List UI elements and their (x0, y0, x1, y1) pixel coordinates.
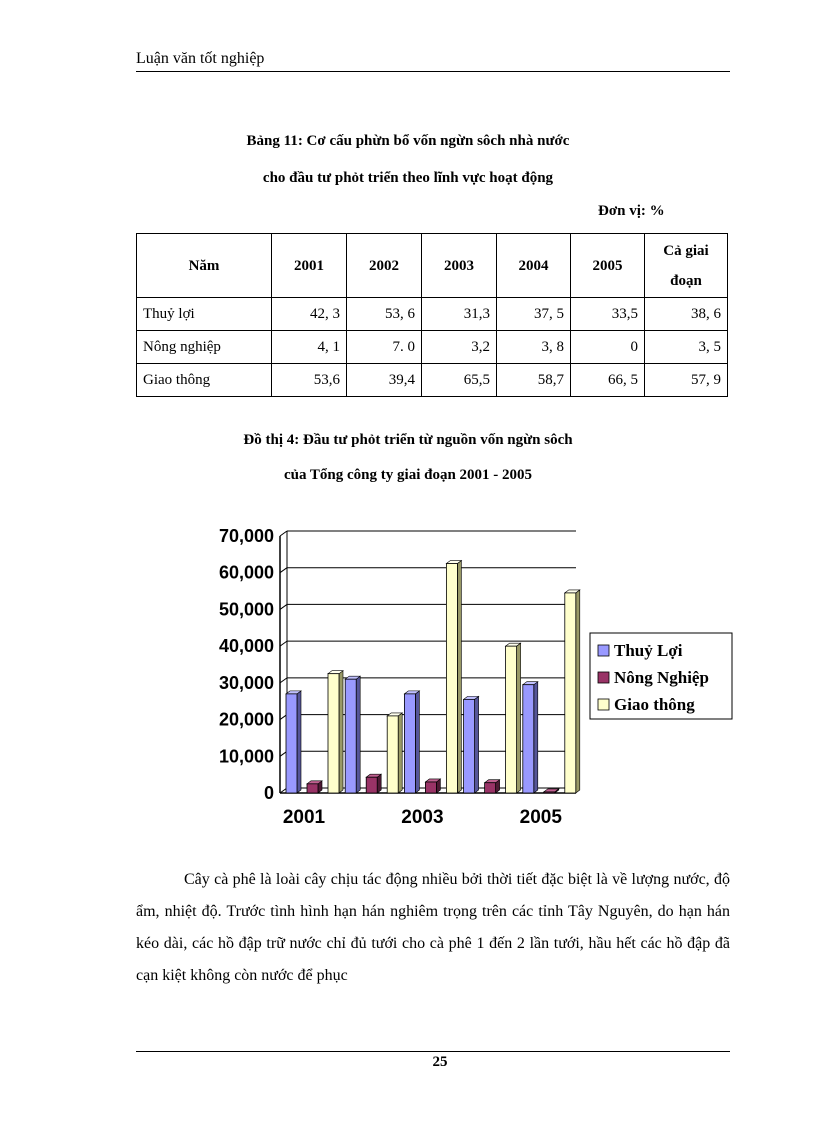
row-label: Thuỷ lợi (137, 298, 272, 331)
bar-side (356, 676, 360, 793)
table-cell: 38, 6 (645, 298, 728, 331)
table-cell: 33,5 (571, 298, 645, 331)
table-cell: 37, 5 (497, 298, 571, 331)
bar-side (297, 691, 301, 793)
bar-Thuỷ Lợi (464, 699, 475, 793)
legend-swatch (598, 699, 609, 710)
chart-caption-line1: Đồ thị 4: Đầu tư phỏt triển từ nguồn vốn ngừn sôch (243, 432, 573, 448)
x-tick-label: 2003 (401, 807, 444, 828)
header-2004: 2004 (497, 234, 571, 298)
header-year: Năm (137, 234, 272, 298)
bar-Nông Nghiệp (485, 783, 496, 793)
legend-label: Nông Nghiệp (614, 668, 709, 687)
allocation-table (136, 233, 728, 397)
table-caption-line2: cho đầu tư phỏt triển theo lĩnh vực hoạt động (262, 170, 554, 186)
table-row (137, 331, 728, 364)
legend-swatch (598, 645, 609, 656)
table-cell: 66, 5 (571, 364, 645, 397)
gridline-diagonal (280, 678, 287, 683)
bar-side (398, 713, 402, 793)
bar-Giao thông (446, 564, 457, 793)
y-tick-label: 20,000 (218, 709, 274, 730)
bar-Thuỷ Lợi (523, 685, 534, 793)
legend-label: Giao thông (614, 695, 695, 714)
table-row (137, 364, 728, 397)
table-cell: 3,2 (422, 331, 497, 364)
bar-side (415, 691, 419, 793)
investment-bar-chart (190, 520, 750, 840)
header-whole-period: Cả giai đoạn (645, 234, 728, 298)
table-cell: 57, 9 (645, 364, 728, 397)
y-tick-label: 60,000 (218, 562, 274, 583)
bar-side (576, 590, 580, 793)
bar-Thuỷ Lợi (404, 694, 415, 793)
bar-Nông Nghiệp (544, 792, 555, 793)
y-tick-label: 40,000 (218, 636, 274, 657)
table-row (137, 298, 728, 331)
table-cell: 0 (571, 331, 645, 364)
row-label: Nông nghiệp (137, 331, 272, 364)
header-divider (136, 71, 730, 72)
y-tick-label: 0 (263, 783, 274, 803)
bar-side (475, 696, 479, 793)
bar-Thuỷ Lợi (345, 679, 356, 793)
table-caption-line1: Bảng 11: Cơ cấu phừn bổ vốn ngừn sôch nhà nước (246, 133, 570, 149)
header-2002: 2002 (347, 234, 422, 298)
bar-Nông Nghiệp (425, 782, 436, 793)
bar-Giao thông (387, 716, 398, 793)
footer-divider (136, 1051, 730, 1052)
gridline-diagonal (280, 641, 287, 646)
table-cell: 31,3 (422, 298, 497, 331)
table-cell: 3, 8 (497, 331, 571, 364)
bar-Nông Nghiệp (366, 777, 377, 793)
bar-Giao thông (506, 646, 517, 793)
gridline-diagonal (280, 568, 287, 573)
bar-Nông Nghiệp (307, 784, 318, 793)
header-2005: 2005 (571, 234, 645, 298)
table-cell: 53, 6 (347, 298, 422, 331)
unit-label: Đơn vị: % (598, 203, 665, 219)
bar-Giao thông (565, 593, 576, 793)
bar-Thuỷ Lợi (286, 694, 297, 793)
legend-label: Thuỷ Lợi (614, 641, 683, 660)
bar-side (534, 682, 538, 793)
table-cell: 42, 3 (272, 298, 347, 331)
chart-caption-line2: của Tổng công ty giai đoạn 2001 - 2005 (283, 467, 533, 483)
y-tick-label: 30,000 (218, 672, 274, 693)
x-tick-label: 2005 (519, 807, 562, 828)
gridline-diagonal (280, 531, 287, 536)
table-cell: 7. 0 (347, 331, 422, 364)
bar-side (517, 643, 521, 793)
x-tick-label: 2001 (282, 807, 326, 828)
y-tick-label: 50,000 (218, 599, 274, 620)
row-label: Giao thông (137, 364, 272, 397)
header-2003: 2003 (422, 234, 497, 298)
y-tick-label: 70,000 (218, 526, 274, 546)
page-number: 25 (432, 1054, 448, 1070)
legend-swatch (598, 672, 609, 683)
table-cell: 39,4 (347, 364, 422, 397)
body-paragraph: Cây cà phê là loài cây chịu tác động nhiều bởi thời tiết đặc biệt là về lượng nước, độ ẩm, nhiệt độ. Trước tình hình hạn hán nghiêm trọng trên các tỉnh Tây Nguyên, do hạn hán kéo dài, các hồ đập trữ nước chỉ đủ tưới cho cà phê 1 đến 2 lần tưới, hầu hết các hồ đập đã cạn kiệt không còn nước để phục (136, 871, 730, 984)
table-cell: 65,5 (422, 364, 497, 397)
bar-side (457, 561, 461, 793)
table-header-row (137, 234, 728, 298)
bar-side (339, 671, 343, 793)
header-2001: 2001 (272, 234, 347, 298)
page-header: Luận văn tốt nghiệp (136, 50, 265, 67)
table-cell: 58,7 (497, 364, 571, 397)
bar-Giao thông (328, 674, 339, 793)
gridline-diagonal (280, 604, 287, 609)
table-cell: 53,6 (272, 364, 347, 397)
y-tick-label: 10,000 (218, 746, 274, 767)
table-cell: 3, 5 (645, 331, 728, 364)
table-cell: 4, 1 (272, 331, 347, 364)
